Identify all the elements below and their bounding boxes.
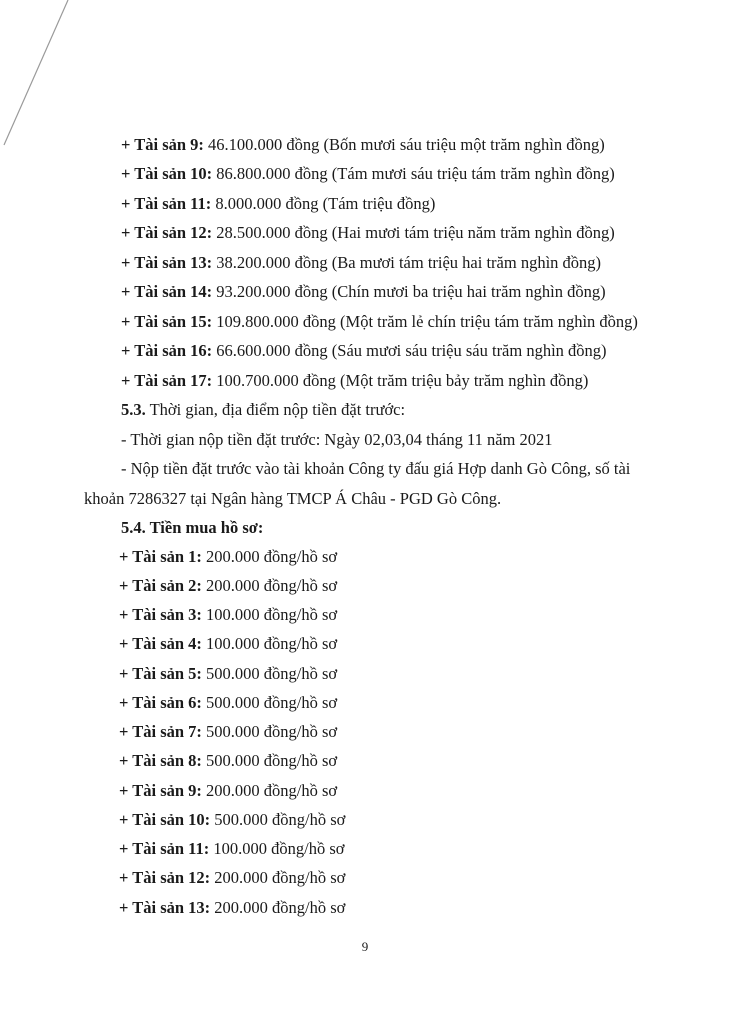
fee-item: + Tài sản 9: 200.000 đồng/hồ sơ bbox=[119, 781, 338, 800]
section-heading: 5.3. Thời gian, địa điểm nộp tiền đặt trước: bbox=[121, 400, 406, 419]
section-heading: 5.4. Tiền mua hồ sơ: bbox=[121, 518, 264, 537]
fee-item: + Tài sản 10: 500.000 đồng/hồ sơ bbox=[119, 810, 346, 829]
fee-item: + Tài sản 6: 500.000 đồng/hồ sơ bbox=[119, 693, 338, 712]
deposit-item: + Tài sản 11: 8.000.000 đồng (Tám triệu đồng) bbox=[121, 194, 436, 213]
fee-item: + Tài sản 13: 200.000 đồng/hồ sơ bbox=[119, 898, 346, 917]
fee-item: + Tài sản 2: 200.000 đồng/hồ sơ bbox=[119, 576, 338, 595]
deposit-item: + Tài sản 16: 66.600.000 đồng (Sáu mươi sáu triệu sáu trăm nghìn đồng) bbox=[121, 341, 607, 360]
page-number: 9 bbox=[361, 939, 369, 954]
deposit-item: + Tài sản 14: 93.200.000 đồng (Chín mươi ba triệu hai trăm nghìn đồng) bbox=[121, 282, 606, 301]
fee-item: + Tài sản 7: 500.000 đồng/hồ sơ bbox=[119, 722, 338, 741]
deposit-item: + Tài sản 12: 28.500.000 đồng (Hai mươi tám triệu năm trăm nghìn đồng) bbox=[121, 223, 615, 242]
deposit-item: + Tài sản 15: 109.800.000 đồng (Một trăm lẻ chín triệu tám trăm nghìn đồng) bbox=[121, 312, 638, 331]
fee-item: + Tài sản 11: 100.000 đồng/hồ sơ bbox=[119, 839, 345, 858]
fee-item: + Tài sản 12: 200.000 đồng/hồ sơ bbox=[119, 868, 346, 887]
deposit-item: + Tài sản 9: 46.100.000 đồng (Bốn mươi sáu triệu một trăm nghìn đồng) bbox=[121, 135, 605, 154]
paragraph-line: khoản 7286327 tại Ngân hàng TMCP Á Châu - PGD Gò Công. bbox=[84, 489, 502, 508]
deposit-item: + Tài sản 13: 38.200.000 đồng (Ba mươi tám triệu hai trăm nghìn đồng) bbox=[121, 253, 602, 272]
deposit-item: + Tài sản 17: 100.700.000 đồng (Một trăm triệu bảy trăm nghìn đồng) bbox=[121, 371, 589, 390]
fee-item: + Tài sản 4: 100.000 đồng/hồ sơ bbox=[119, 634, 338, 653]
paragraph-line: - Thời gian nộp tiền đặt trước: Ngày 02,03,04 tháng 11 năm 2021 bbox=[121, 430, 553, 449]
fee-item: + Tài sản 5: 500.000 đồng/hồ sơ bbox=[119, 664, 338, 683]
fee-item: + Tài sản 1: 200.000 đồng/hồ sơ bbox=[119, 547, 338, 566]
fee-item: + Tài sản 3: 100.000 đồng/hồ sơ bbox=[119, 605, 338, 624]
paragraph-line: - Nộp tiền đặt trước vào tài khoản Công ty đấu giá Hợp danh Gò Công, số tài bbox=[121, 459, 631, 478]
fee-item: + Tài sản 8: 500.000 đồng/hồ sơ bbox=[119, 751, 338, 770]
deposit-item: + Tài sản 10: 86.800.000 đồng (Tám mươi sáu triệu tám trăm nghìn đồng) bbox=[121, 164, 615, 183]
